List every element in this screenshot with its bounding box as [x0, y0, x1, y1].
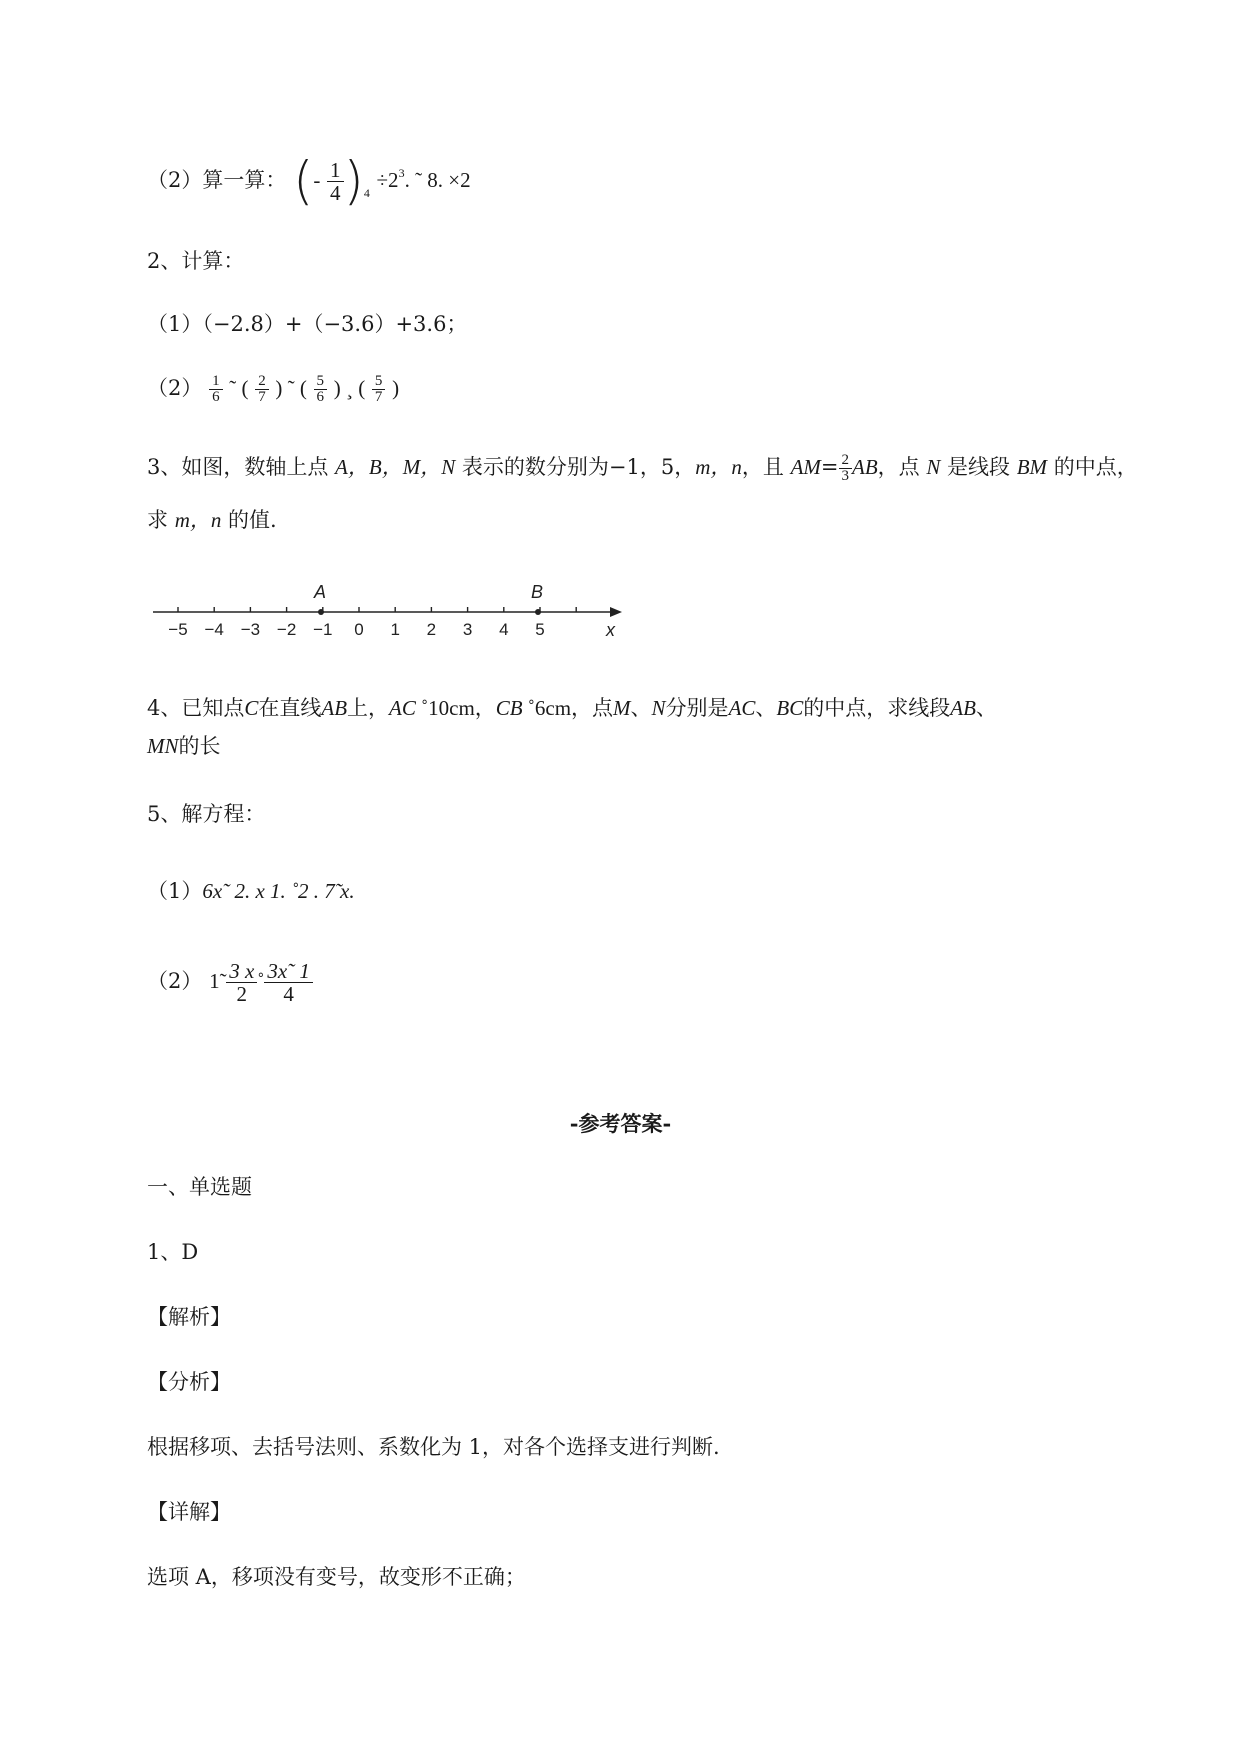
number-line-figure — [150, 580, 630, 640]
tick-label: 2 — [426, 620, 437, 639]
tick-label: −2 — [276, 620, 297, 639]
tick-label: 4 — [499, 620, 509, 639]
question-2-part-1: （1）（−2.8）+（−3.6）+3.6； — [147, 312, 468, 336]
question-2-part-2: （2） $\frac{1}{6}$ ˜ ( $\frac{2}{7}$ ) ˜ ( $\frac{5}{6}$ ) ¸ ( $\frac{5}{7}$ ) — [147, 373, 400, 405]
question-4-line-2: MN的长 — [147, 734, 221, 758]
tick-label: 5 — [535, 620, 545, 639]
tick-label: 3 — [462, 620, 473, 639]
question-5-part-2: （2） 1̃ $\frac{3 x}{2}$ ˚ $\frac{3x˜ 1}{4}$ — [147, 960, 313, 1005]
option-a-explanation: 选项 A，移项没有变号，故变形不正确； — [147, 1565, 526, 1589]
tick-label: −4 — [204, 620, 224, 639]
question-2-title: 2、计算： — [147, 249, 245, 273]
analysis-text: 根据移项、去括号法则、系数化为 1，对各个选择支进行判断. — [147, 1435, 720, 1459]
question-5-part-1: （1）6x˜ 2. x 1. ˚2 . 7̃ x. — [147, 879, 355, 903]
tick-label: 0 — [354, 620, 364, 639]
question-3-line-1: 3、如图，数轴上点 A，B，M，N 表示的数分别为−1，5，m，n，且 AM= $\frac{2}{3}$ AB，点 N 是线段 BM 的中点， — [147, 452, 1138, 484]
axis-label-x: x — [606, 620, 615, 640]
tick-label: −1 — [313, 620, 333, 639]
tick-label: −3 — [240, 620, 261, 639]
question-3-line-2: 求 m，n 的值. — [147, 508, 277, 532]
jiexi-heading: 【解析】 — [147, 1305, 231, 1329]
point-b-marker — [535, 609, 541, 615]
xiangjie-heading: 【详解】 — [147, 1500, 231, 1524]
tick-label: 1 — [390, 620, 400, 639]
question-4-line-1: 4、已知点C在直线AB上，AC ˚10cm，CB ˚6cm，点M、N分别是AC、BC的中点，求线段AB、 — [147, 696, 997, 720]
fraction-one-quarter: $\frac{1}{4}$ — [327, 159, 344, 204]
part-label: （2）算一算： — [147, 168, 287, 192]
section-single-choice: 一、单选题 — [147, 1175, 252, 1199]
axis-arrow — [610, 607, 622, 617]
point-label-b: B — [531, 582, 544, 602]
fenxi-heading: 【分析】 — [147, 1370, 231, 1394]
answers-heading: -参考答案- — [569, 1111, 672, 1136]
question-5-title: 5、解方程： — [147, 802, 266, 826]
point-a-marker — [318, 609, 324, 615]
question-1-part-2: （2）算一算： (- $\frac{1}{4}$ )$_4 \div 2^3$. ˜ 8. ×2 — [147, 151, 471, 212]
point-label-a: A — [314, 582, 327, 602]
answer-1: 1、D — [147, 1240, 199, 1264]
tick-label: −5 — [168, 620, 188, 639]
